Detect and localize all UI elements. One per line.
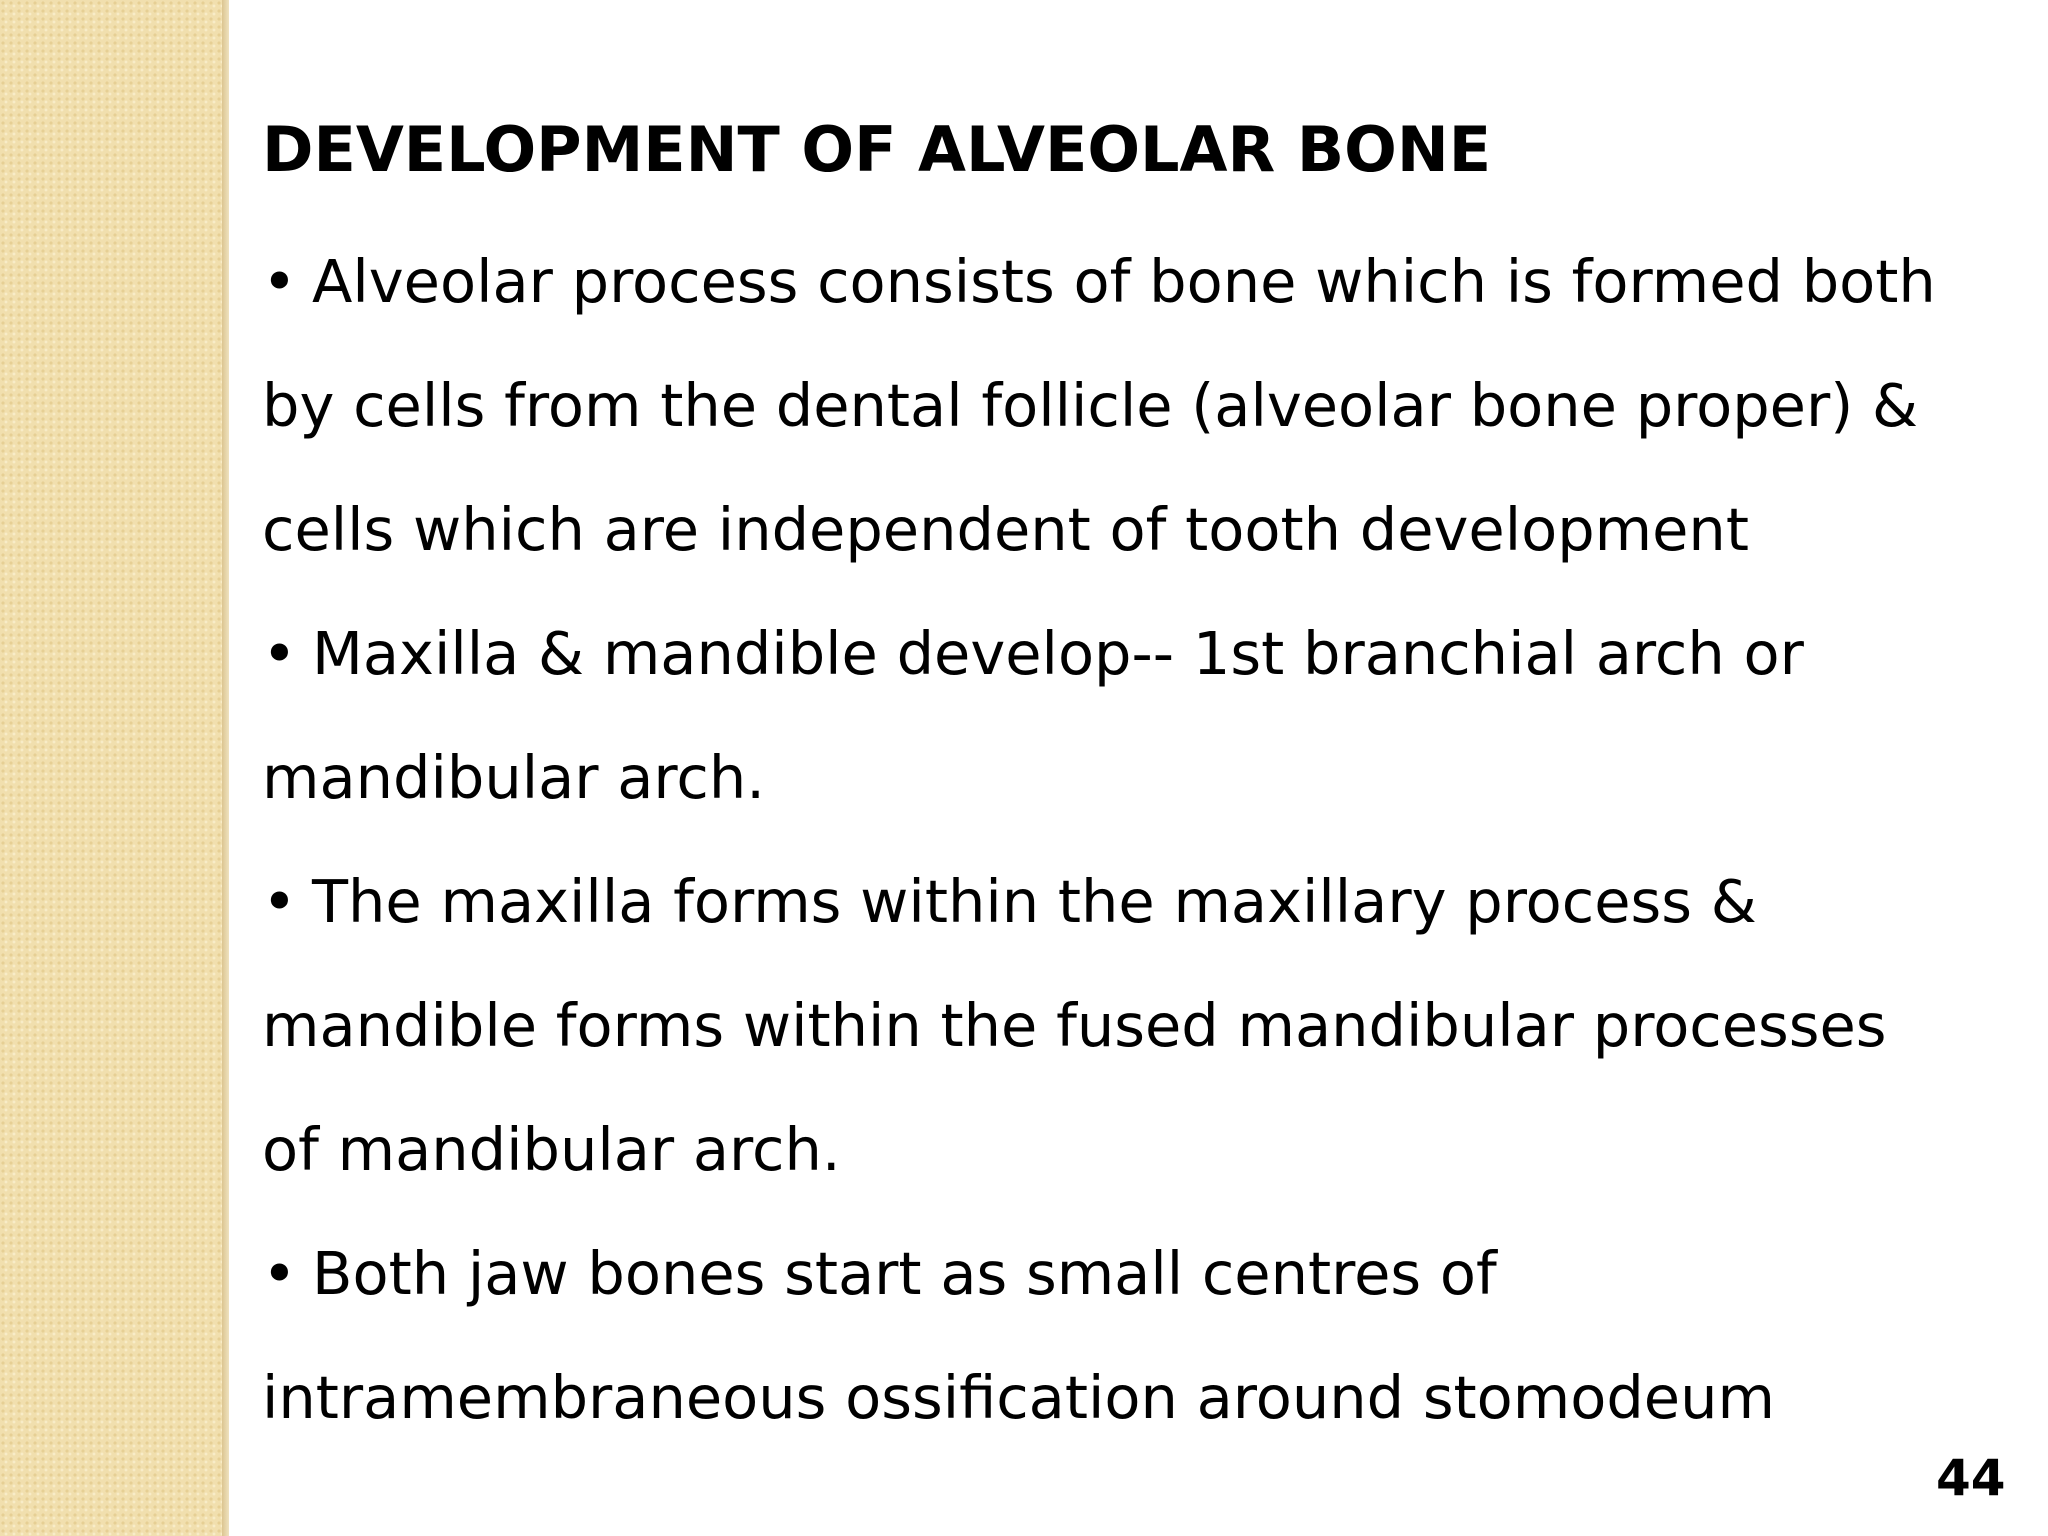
body-line — [262, 1336, 2022, 1460]
line-text: mandible forms within the fused mandibular processes — [262, 991, 1887, 1060]
line-text: Alveolar process consists of bone which is formed both — [312, 247, 1936, 316]
body-line — [262, 592, 2022, 716]
line-text: Both jaw bones start as small centres of — [312, 1239, 1497, 1308]
page-number: 44 — [1936, 1449, 2006, 1507]
side-band-edge — [222, 0, 229, 1536]
decorative-side-band — [0, 0, 222, 1536]
body-line — [262, 468, 2022, 592]
body-line — [262, 964, 2022, 1088]
body-line — [262, 1088, 2022, 1212]
line-text: by cells from the dental follicle (alveolar bone proper) & — [262, 371, 1919, 440]
body-line — [262, 716, 2022, 840]
line-text: The maxilla forms within the maxillary process & — [312, 867, 1757, 936]
bullet-icon: • — [262, 247, 297, 316]
body-line — [262, 840, 2022, 964]
body-line — [262, 220, 2022, 344]
body-line — [262, 344, 2022, 468]
slide-title: DEVELOPMENT OF ALVEOLAR BONE — [262, 113, 1492, 186]
line-text: Maxilla & mandible develop-- 1st branchial arch or — [312, 619, 1804, 688]
bullet-icon: • — [262, 1239, 297, 1308]
line-text: of mandibular arch. — [262, 1115, 841, 1184]
bullet-icon: • — [262, 619, 297, 688]
line-text: intramembraneous ossification around stomodeum — [262, 1363, 1775, 1432]
slide-body — [262, 220, 2022, 1460]
body-line — [262, 1212, 2022, 1336]
bullet-icon: • — [262, 867, 297, 936]
line-text: cells which are independent of tooth development — [262, 495, 1749, 564]
line-text: mandibular arch. — [262, 743, 765, 812]
